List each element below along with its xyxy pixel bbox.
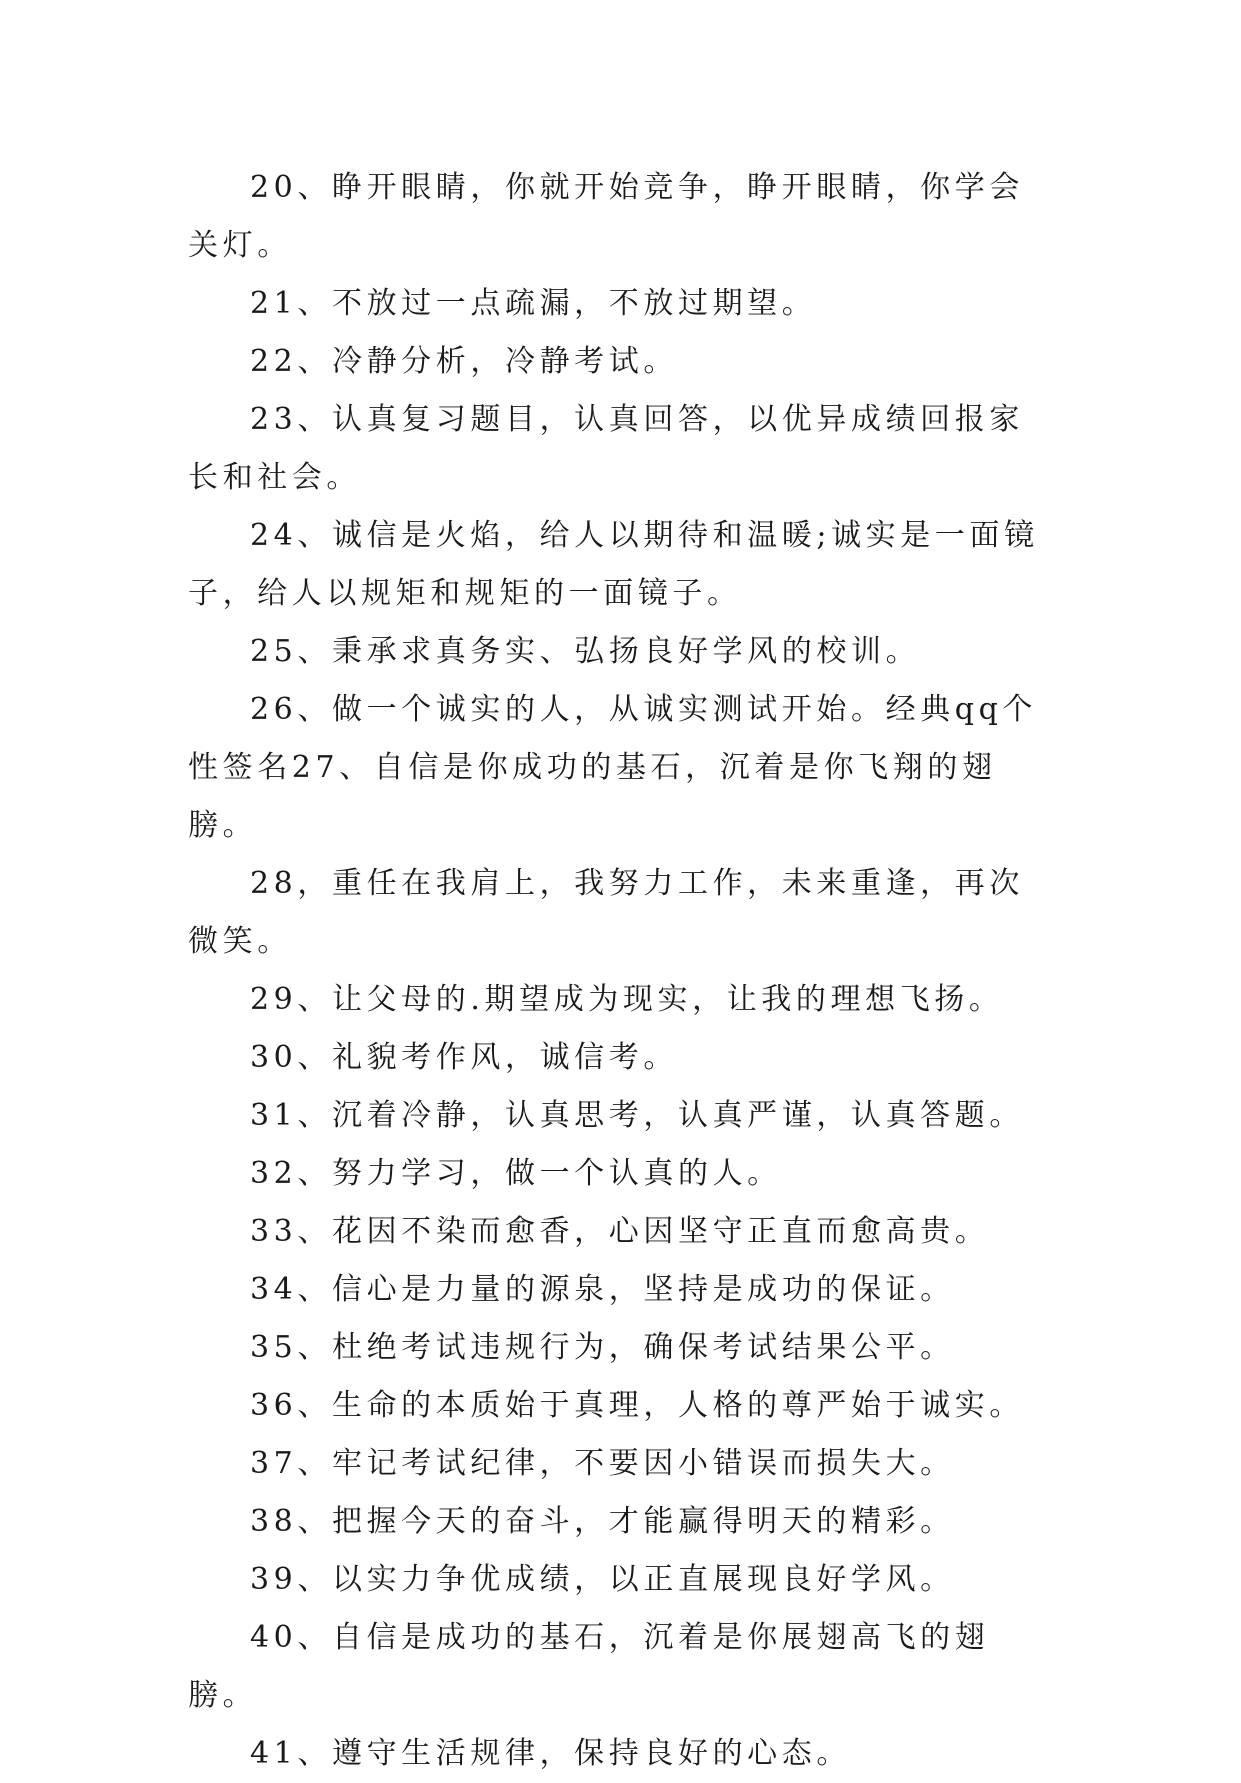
paragraph: 37、牢记考试纪律，不要因小错误而损失大。 [250, 1446, 955, 1481]
paragraph: 41、遵守生活规律，保持良好的心态。 [250, 1736, 851, 1771]
paragraph: 26、做一个诚实的人，从诚实测试开始。经典qq个性签名27、自信是你成功的基石，沉着是你飞翔的翅膀。 [188, 692, 1037, 843]
paragraph: 35、杜绝考试违规行为，确保考试结果公平。 [250, 1330, 955, 1365]
paragraph: 22、冷静分析，冷静考试。 [250, 344, 678, 379]
paragraph: 29、让父母的.期望成为现实，让我的理想飞扬。 [250, 982, 1004, 1017]
paragraph: 36、生命的本质始于真理，人格的尊严始于诚实。 [250, 1388, 1024, 1423]
paragraph: 33、花因不染而愈香，心因坚守正直而愈高贵。 [250, 1214, 990, 1249]
paragraph: 25、秉承求真务实、弘扬良好学风的校训。 [250, 634, 921, 669]
paragraph: 38、把握今天的奋斗，才能赢得明天的精彩。 [250, 1504, 955, 1539]
paragraph: 39、以实力争优成绩，以正直展现良好学风。 [250, 1562, 955, 1597]
paragraph: 20、睁开眼睛，你就开始竞争，睁开眼睛，你学会关灯。 [188, 170, 1024, 263]
paragraph: 28，重任在我肩上，我努力工作，未来重逢，再次微笑。 [188, 866, 1024, 959]
document-body [188, 159, 1050, 1783]
paragraph: 24、诚信是火焰，给人以期待和温暖;诚实是一面镜子，给人以规矩和规矩的一面镜子。 [188, 518, 1039, 611]
paragraph: 23、认真复习题目，认真回答，以优异成绩回报家长和社会。 [188, 402, 1024, 495]
paragraph: 31、沉着冷静，认真思考，认真严谨，认真答题。 [250, 1098, 1024, 1133]
paragraph: 32、努力学习，做一个认真的人。 [250, 1156, 782, 1191]
paragraph: 34、信心是力量的源泉，坚持是成功的保证。 [250, 1272, 955, 1307]
paragraph: 40、自信是成功的基石，沉着是你展翅高飞的翅膀。 [188, 1620, 990, 1713]
paragraph: 21、不放过一点疏漏，不放过期望。 [250, 286, 817, 321]
paragraph: 30、礼貌考作风，诚信考。 [250, 1040, 678, 1075]
